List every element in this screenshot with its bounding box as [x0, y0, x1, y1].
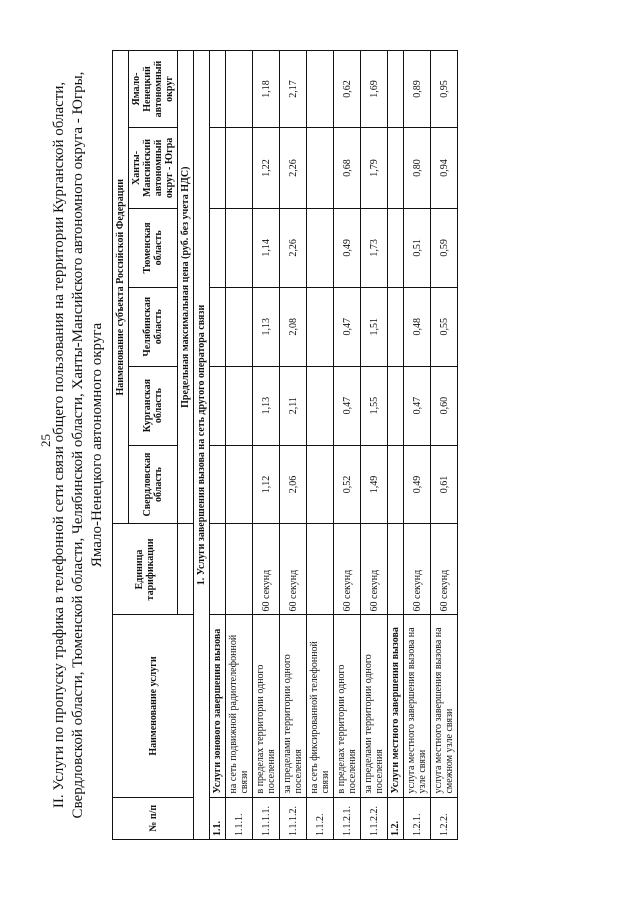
row-price-cell — [210, 287, 226, 366]
row-number: 1.1.2.1. — [334, 797, 361, 839]
row-unit: 60 секунд — [404, 524, 431, 615]
header-unit: Единица тарификации — [113, 524, 178, 615]
row-price-cell — [226, 51, 253, 128]
row-unit: 60 секунд — [280, 524, 307, 615]
row-price-cell: 1,12 — [253, 445, 280, 524]
row-price-cell: 0,55 — [431, 287, 458, 366]
row-price-cell: 0,49 — [334, 208, 361, 287]
row-service-name: в пределах территории одного поселения — [334, 615, 361, 797]
row-service-name: на сеть подвижной радиотелефонной связи — [226, 615, 253, 797]
row-price-cell — [307, 208, 334, 287]
row-number: 1.1.1.1. — [253, 797, 280, 839]
table-row — [334, 51, 361, 840]
row-price-cell — [210, 366, 226, 445]
row-price-cell: 1,22 — [253, 128, 280, 209]
row-service-name: Услуги местного завершения вызова — [388, 615, 404, 797]
row-price-cell — [307, 128, 334, 209]
table-row — [210, 51, 226, 840]
row-price-cell: 2,17 — [280, 51, 307, 128]
row-price-cell: 1,55 — [361, 366, 388, 445]
table-row — [280, 51, 307, 840]
row-price-cell — [388, 51, 404, 128]
header-price-note: Предельная максимальная цена (руб. без учета НДС) — [178, 51, 194, 524]
row-price-cell: 0,95 — [431, 51, 458, 128]
row-price-cell — [307, 366, 334, 445]
header-region: Челябинская область — [129, 287, 178, 366]
row-price-cell — [210, 208, 226, 287]
row-service-name: услуга местного завершения вызова на узле связи — [404, 615, 431, 797]
row-price-cell: 2,26 — [280, 208, 307, 287]
row-price-cell: 0,47 — [334, 287, 361, 366]
page-number: 25 — [38, 434, 53, 447]
row-price-cell — [388, 445, 404, 524]
row-price-cell: 0,94 — [431, 128, 458, 209]
row-service-name: на сеть фиксированной телефонной связи — [307, 615, 334, 797]
header-service: Наименование услуги — [113, 615, 194, 797]
row-number: 1.2.1. — [404, 797, 431, 839]
row-service-name: за пределами территории одного поселения — [280, 615, 307, 797]
row-number: 1.2.2. — [431, 797, 458, 839]
row-price-cell — [307, 51, 334, 128]
row-price-cell: 2,11 — [280, 366, 307, 445]
row-price-cell — [388, 366, 404, 445]
row-number: 1.1.2.2. — [361, 797, 388, 839]
row-number: 1.1.1. — [226, 797, 253, 839]
row-unit — [210, 524, 226, 615]
row-price-cell: 2,26 — [280, 128, 307, 209]
table-row — [388, 51, 404, 840]
row-price-cell: 0,60 — [431, 366, 458, 445]
row-price-cell — [388, 287, 404, 366]
row-price-cell — [226, 445, 253, 524]
row-price-cell — [210, 51, 226, 128]
row-unit — [226, 524, 253, 615]
row-number: 1.1.2. — [307, 797, 334, 839]
header-region: Тюменская область — [129, 208, 178, 287]
header-region: Свердловская область — [129, 445, 178, 524]
row-price-cell: 0,68 — [334, 128, 361, 209]
row-price-cell: 0,59 — [431, 208, 458, 287]
row-number: 1.1.1.2. — [280, 797, 307, 839]
row-price-cell — [226, 366, 253, 445]
row-price-cell: 0,61 — [431, 445, 458, 524]
row-price-cell: 1,73 — [361, 208, 388, 287]
row-price-cell: 1,14 — [253, 208, 280, 287]
row-unit: 60 секунд — [253, 524, 280, 615]
row-price-cell: 1,13 — [253, 366, 280, 445]
row-price-cell — [226, 208, 253, 287]
row-price-cell — [226, 128, 253, 209]
table-row — [226, 51, 253, 840]
row-number: 1.2. — [388, 797, 404, 839]
header-num: № п/п — [113, 797, 194, 839]
row-unit: 60 секунд — [334, 524, 361, 615]
row-service-name: в пределах территории одного поселения — [253, 615, 280, 797]
row-price-cell: 0,47 — [334, 366, 361, 445]
row-price-cell: 2,06 — [280, 445, 307, 524]
row-price-cell: 1,51 — [361, 287, 388, 366]
row-price-cell: 0,47 — [404, 366, 431, 445]
row-unit — [307, 524, 334, 615]
row-price-cell: 1,13 — [253, 287, 280, 366]
row-price-cell: 0,52 — [334, 445, 361, 524]
row-price-cell: 0,48 — [404, 287, 431, 366]
section-title: 1. Услуги завершения вызова на сеть другого оператора связи — [194, 51, 210, 840]
row-price-cell — [210, 128, 226, 209]
row-service-name: Услуги зонового завершения вызова — [210, 615, 226, 797]
row-price-cell: 0,89 — [404, 51, 431, 128]
row-price-cell — [226, 287, 253, 366]
row-price-cell: 0,49 — [404, 445, 431, 524]
tariff-table — [112, 50, 458, 840]
row-price-cell: 1,79 — [361, 128, 388, 209]
row-unit: 60 секунд — [361, 524, 388, 615]
row-price-cell: 1,49 — [361, 445, 388, 524]
row-price-cell — [388, 128, 404, 209]
row-price-cell: 0,62 — [334, 51, 361, 128]
header-unit-blank — [178, 524, 194, 615]
row-price-cell — [388, 208, 404, 287]
row-unit: 60 секунд — [431, 524, 458, 615]
header-region: Курганская область — [129, 366, 178, 445]
document-title: II. Услуги по пропуску трафика в телефонной сети связи общего пользования на территории Курганской области, Свердловской области, Тюменской области, Челябинской области, Ханты-Мансийского автономного округа - Югры, Ямало-Ненецкого автономного округа — [51, 71, 105, 819]
table-row — [307, 51, 334, 840]
header-subjects: Наименование субъекта Российской Федерации — [113, 51, 129, 524]
table-row — [404, 51, 431, 840]
header-region: Ямало-Ненецкий автономный округ — [129, 51, 178, 128]
table-row — [431, 51, 458, 840]
row-unit — [388, 524, 404, 615]
row-number: 1.1. — [210, 797, 226, 839]
row-price-cell: 1,18 — [253, 51, 280, 128]
row-price-cell: 0,80 — [404, 128, 431, 209]
row-price-cell: 1,69 — [361, 51, 388, 128]
table-row — [361, 51, 388, 840]
row-price-cell: 0,51 — [404, 208, 431, 287]
row-price-cell — [210, 445, 226, 524]
row-service-name: услуга местного завершения вызова на смежном узле связи — [431, 615, 458, 797]
table-row — [253, 51, 280, 840]
row-price-cell — [307, 445, 334, 524]
header-region: Ханты-Мансийский автономный округ - Югра — [129, 128, 178, 209]
row-service-name: за пределами территории одного поселения — [361, 615, 388, 797]
row-price-cell — [307, 287, 334, 366]
row-price-cell: 2,08 — [280, 287, 307, 366]
